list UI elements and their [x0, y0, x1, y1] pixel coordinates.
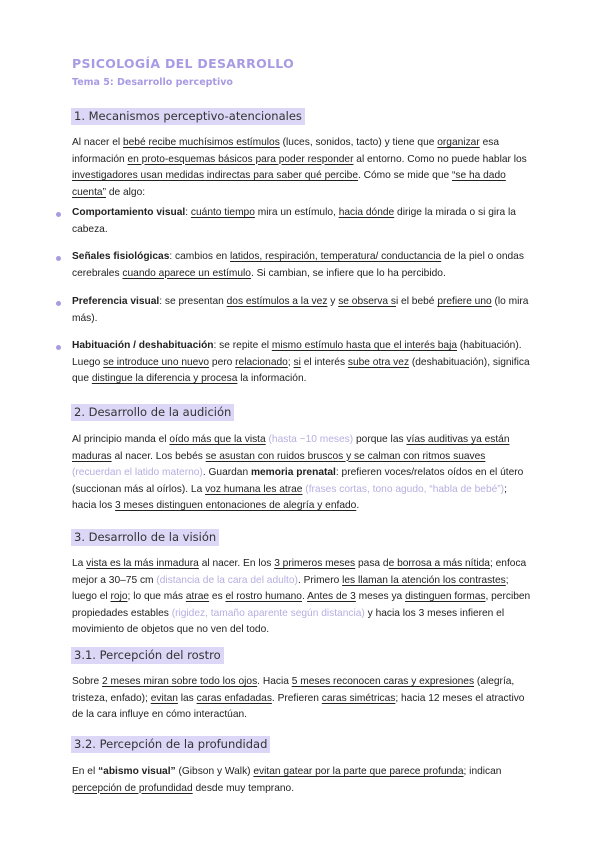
- bold-text: Preferencia visual: [72, 296, 160, 307]
- underlined-text: 2 meses miran sobre todo los ojos: [102, 676, 258, 687]
- paragraph-vision: [72, 556, 532, 639]
- underlined-text: sube otra vez: [347, 356, 410, 368]
- text-run: : se presentan: [159, 296, 227, 307]
- underlined-text: latidos, respiración, temperatura/ conductancia: [229, 251, 442, 262]
- text-run: .: [356, 500, 360, 511]
- text-run: , perciben propiedades estables: [72, 591, 531, 619]
- section-heading-vision: 3. Desarrollo de la visión: [71, 529, 219, 546]
- text-run: el interés: [300, 356, 348, 368]
- section-heading-profundidad: 3.2. Percepción de la profundidad: [71, 736, 270, 753]
- underlined-text: percepción de profundidad: [72, 782, 193, 794]
- note-text: (frases cortas, tono agudo, “habla de bebé”): [302, 483, 505, 495]
- underlined-text: caras simétricas: [321, 692, 396, 704]
- underlined-text: Antes de 3: [307, 591, 356, 602]
- underlined-text: 5 meses reconocen caras y expresiones: [291, 676, 475, 687]
- text-run: de algo:: [105, 186, 146, 198]
- bold-text: Señales fisiológicas: [72, 251, 170, 262]
- document-subtitle: Tema 5: Desarrollo perceptivo: [72, 77, 233, 88]
- underlined-text: se asustan con ruidos bruscos y se calman con ritmos suaves: [205, 450, 486, 462]
- underlined-text: voz humana les atrae: [205, 483, 303, 495]
- text-run: (habituación). Luego: [72, 340, 522, 368]
- underlined-text: el rostro humano: [225, 591, 302, 602]
- underlined-text: dos estímulos a la vez: [226, 296, 328, 307]
- underlined-text: prefiere uno: [437, 296, 492, 307]
- underlined-text: distingue la diferencia y procesa: [91, 373, 238, 384]
- text-run: pasa d: [355, 558, 389, 569]
- text-run: Sobre: [72, 676, 103, 687]
- text-run: y: [327, 296, 339, 307]
- text-run: dirige la mirada o si gira la cabeza.: [72, 207, 516, 235]
- underlined-text: bebé recibe muchísimos estímulos: [122, 137, 280, 148]
- text-run: ; enfoca mejor a 30–75 cm: [72, 558, 527, 586]
- note-text: (hasta ~10 meses): [265, 434, 354, 445]
- text-run: Al nacer el: [72, 137, 123, 148]
- bold-text: memoria prenatal: [250, 467, 336, 478]
- text-run: ; lo que más: [127, 591, 186, 602]
- text-run: pero: [209, 356, 236, 368]
- text-run: meses ya: [355, 591, 406, 602]
- underlined-text: caras enfadadas: [196, 692, 272, 704]
- text-run: (Gibson y Walk): [175, 766, 254, 777]
- underlined-text: se observa s: [338, 296, 396, 307]
- text-run: . Hacia: [257, 676, 292, 687]
- paragraph-profundidad: [72, 764, 532, 797]
- text-run: :: [185, 207, 191, 218]
- underlined-text: relacionado: [235, 356, 288, 368]
- note-text: (recuerdan el latido materno): [72, 467, 203, 478]
- text-run: al entorno. Como no puede hablar los: [353, 153, 527, 165]
- underlined-text: distinguen formas: [405, 591, 486, 602]
- underlined-text: hacia dónde: [338, 207, 395, 218]
- list-item-senales-fisiologicas: [72, 249, 532, 282]
- list-item-comportamiento-visual: [72, 205, 532, 238]
- text-run: mira un estímulo,: [254, 207, 339, 218]
- text-run: . Primero: [297, 574, 343, 586]
- list-item-preferencia-visual: [72, 294, 532, 327]
- underlined-text: vista es la más inmadura: [86, 558, 199, 569]
- text-run: (deshabituación), significa que: [72, 356, 530, 384]
- paragraph-rostro: [72, 674, 532, 724]
- underlined-text: en proto-esquemas básicos para poder responder: [127, 153, 354, 165]
- text-run: .: [301, 591, 308, 602]
- bold-text: Habituación / deshabituación: [72, 340, 214, 351]
- text-run: desde muy temprano.: [192, 782, 295, 794]
- text-run: es: [209, 591, 226, 602]
- text-run: : se repite el: [213, 340, 272, 351]
- underlined-text: cuánto tiempo: [190, 207, 255, 218]
- underlined-text: “se ha dado cuenta”: [72, 170, 506, 198]
- text-run: la información.: [237, 373, 307, 384]
- underlined-text: cuando aparece un estímulo: [122, 267, 251, 279]
- underlined-text: evitan gatear por la parte que parece profunda: [253, 766, 464, 777]
- text-run: . Guardan: [202, 467, 251, 478]
- bullet-marker: [56, 212, 61, 217]
- text-run: de la piel o ondas cerebrales: [72, 251, 524, 279]
- underlined-text: organizar: [437, 137, 480, 148]
- text-run: . Si cambian, se infiere que lo ha percibido.: [250, 267, 446, 279]
- text-run: porque las: [353, 434, 407, 445]
- text-run: ; hacia 12 meses el atractivo de la cara influye en cómo interactúan.: [72, 692, 525, 720]
- underlined-text: 3 primeros meses: [274, 558, 356, 569]
- text-run: (alegría, tristeza, enfado);: [72, 676, 515, 704]
- note-text: (rigidez, tamaño aparente según distancia): [171, 607, 365, 619]
- bullet-marker: [56, 256, 61, 261]
- bullet-marker: [56, 301, 61, 306]
- underlined-text: evitan: [150, 692, 178, 704]
- text-run: . Prefieren: [271, 692, 322, 704]
- text-run: : cambios en: [169, 251, 230, 262]
- text-run: ; luego el: [72, 574, 509, 602]
- bullet-marker: [56, 345, 61, 350]
- text-run: . Cómo se mide que: [358, 170, 452, 181]
- bold-text: Comportamiento visual: [72, 207, 186, 218]
- text-run: y hacia los 3 meses infieren el movimiento de objetos que no ven del todo.: [72, 607, 505, 635]
- underlined-text: les llaman la atención los contrastes: [342, 574, 506, 586]
- text-run: En el: [72, 766, 99, 777]
- text-run: ; hacia los: [72, 483, 507, 511]
- underlined-text: mismo estímulo hasta que el interés baja: [271, 340, 458, 351]
- underlined-text: 3 meses distinguen entonaciones de alegría y enfado: [115, 500, 357, 511]
- document-title: PSICOLOGÍA DEL DESARROLLO: [72, 56, 295, 71]
- underlined-text: oído más que la vista: [169, 434, 266, 445]
- text-run: (luces, sonidos, tacto) y tiene que: [279, 137, 438, 148]
- note-text: (distancia de la cara del adulto): [156, 574, 298, 586]
- paragraph-audicion: [72, 432, 532, 515]
- underlined-text: si: [293, 356, 301, 368]
- text-run: La: [72, 558, 87, 569]
- text-run: : prefieren voces/relatos oídos en el útero (succionan más al oírlos). La: [72, 467, 524, 495]
- section-heading-mecanismos: 1. Mecanismos perceptivo-atencionales: [71, 108, 305, 125]
- underlined-text: se introduce uno nuevo: [103, 356, 210, 368]
- underlined-text: atrae: [185, 591, 210, 602]
- section-heading-rostro: 3.1. Percepción del rostro: [71, 647, 224, 664]
- underlined-text: rojo: [110, 591, 128, 602]
- text-run: (lo mira más).: [72, 296, 529, 324]
- underlined-text: vías auditivas ya están maduras: [72, 434, 510, 462]
- underlined-text: e borrosa a más nítida: [388, 558, 490, 569]
- underlined-text: investigadores usan medidas indirectas para saber qué percibe: [72, 170, 358, 181]
- section-heading-audicion: 2. Desarrollo de la audición: [71, 404, 234, 421]
- text-run: Al principio manda el: [72, 434, 170, 445]
- text-run: las: [177, 692, 197, 704]
- text-run: ;: [287, 356, 294, 368]
- bold-text: “abismo visual”: [98, 766, 176, 777]
- text-run: al nacer. Los bebés: [111, 450, 206, 462]
- list-item-habituacion: [72, 338, 532, 388]
- text-run: ; indican: [463, 766, 502, 777]
- text-run: i el bebé: [395, 296, 438, 307]
- text-run: al nacer. En los: [198, 558, 275, 569]
- text-run: esa información: [72, 137, 499, 165]
- paragraph-mecanismos-intro: [72, 135, 532, 201]
